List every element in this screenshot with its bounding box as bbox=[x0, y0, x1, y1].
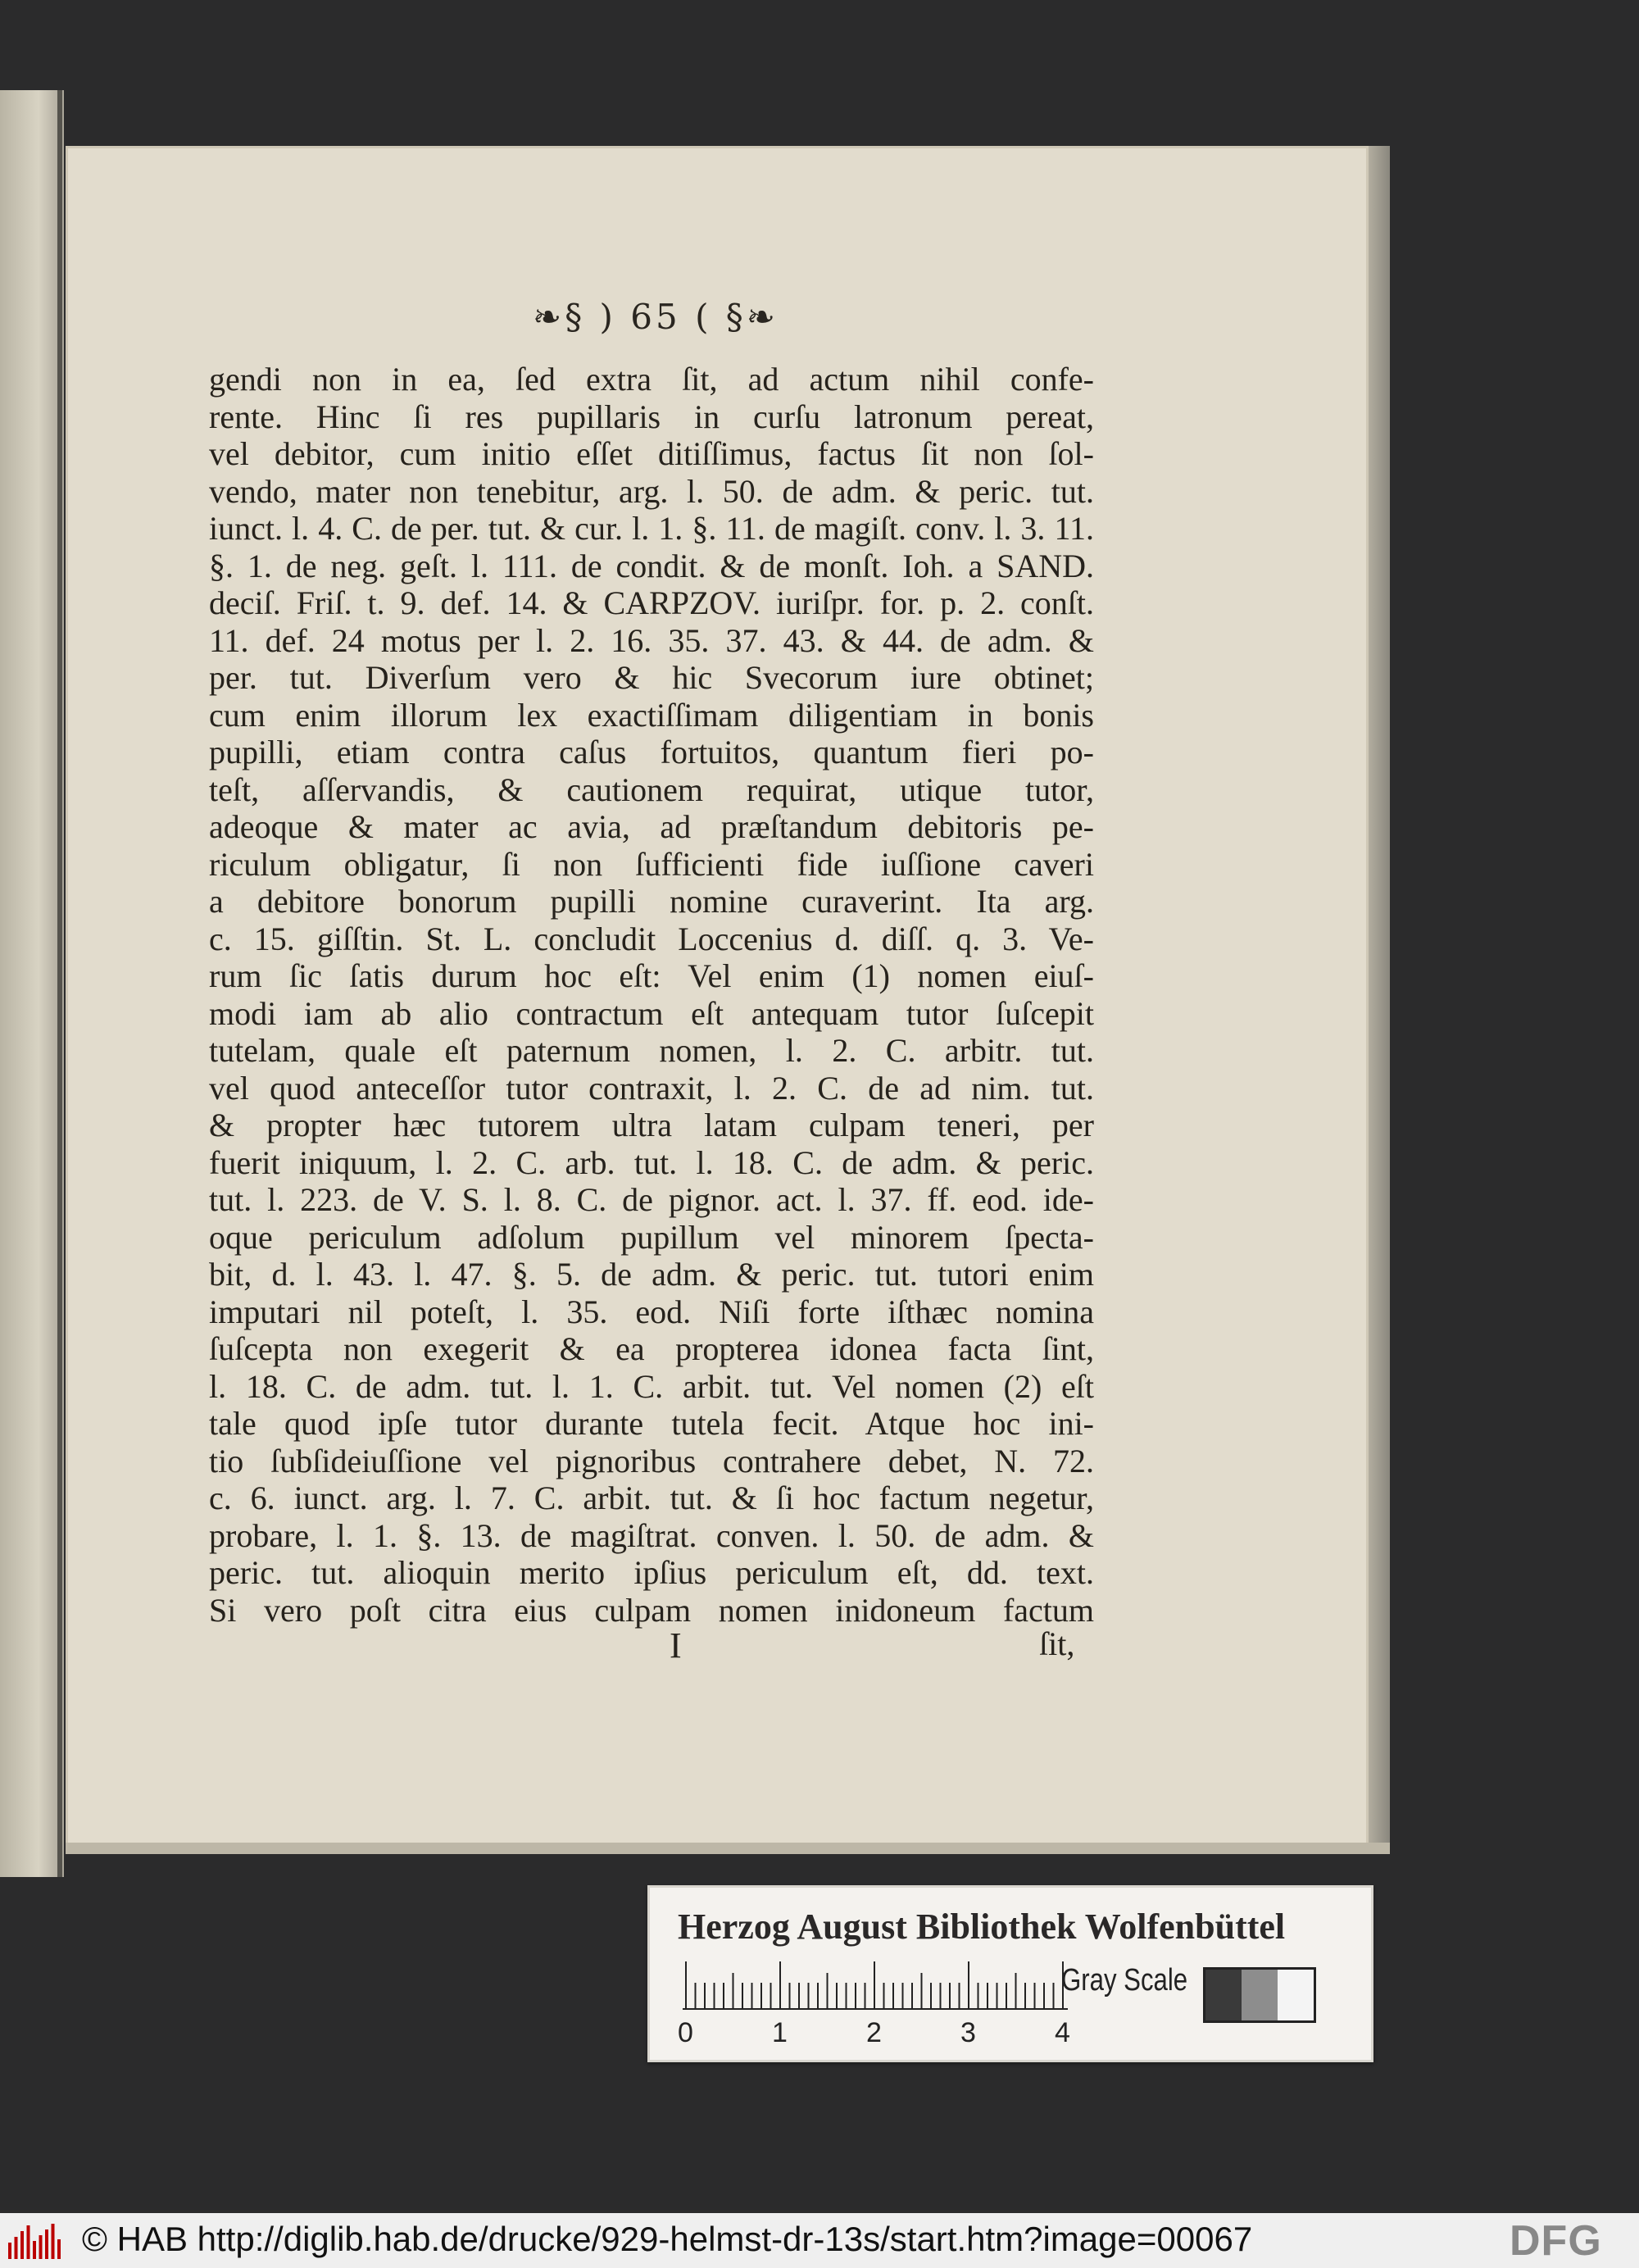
text-line: tio ſubſideiuſſione vel pignoribus contrahere debet, N. 72. bbox=[209, 1442, 1094, 1479]
text-line: bit, d. l. 43. l. 47. §. 5. de adm. & peric. tut. tutori enim bbox=[209, 1256, 1094, 1293]
text-line: rente. Hinc ſi res pupillaris in curſu latronum pereat, bbox=[209, 398, 1094, 435]
library-name: Herzog August Bibliothek Wolfenbüttel bbox=[678, 1907, 1286, 1947]
text-line: vendo, mater non tenebitur, arg. l. 50. de adm. & peric. tut. bbox=[209, 472, 1094, 510]
text-line: Si vero poſt citra eius culpam nomen inidoneum factum bbox=[209, 1591, 1094, 1629]
color-ruler-card bbox=[647, 1885, 1373, 2062]
ruler-numbers bbox=[678, 2017, 1076, 2050]
body-text bbox=[209, 361, 1094, 1629]
gray-scale-patches bbox=[1203, 1967, 1316, 2023]
text-line: per. tut. Diverſum vero & hic Svecorum iure obtinet; bbox=[209, 659, 1094, 696]
dfg-logo-icon: DFG bbox=[1510, 2217, 1602, 2265]
text-line: iunct. l. 4. C. de per. tut. & cur. l. 1. §. 11. de magiſt. conv. l. 3. 11. bbox=[209, 510, 1094, 547]
logo-bar bbox=[27, 2225, 30, 2259]
text-line: modi iam ab alio contractum eſt antequam tutor ſuſcepit bbox=[209, 994, 1094, 1032]
text-line: oque periculum adſolum pupillum vel minorem ſpecta- bbox=[209, 1218, 1094, 1256]
text-line: a debitore bonorum pupilli nomine curaverint. Ita arg. bbox=[209, 883, 1094, 920]
text-line: pupilli, etiam contra caſus fortuitos, quantum fieri po- bbox=[209, 734, 1094, 770]
ruler-number: 1 bbox=[772, 2017, 788, 2048]
text-line: l. 18. C. de adm. tut. l. 1. C. arbit. tut. Vel nomen (2) eſt bbox=[209, 1367, 1094, 1405]
ruler-number: 2 bbox=[866, 2017, 882, 2048]
text-line: probare, l. 1. §. 13. de magiſtrat. conven. l. 50. de adm. & bbox=[209, 1516, 1094, 1554]
page-gutter bbox=[57, 90, 62, 1877]
ruler-number: 4 bbox=[1055, 2017, 1070, 2048]
logo-bar bbox=[8, 2243, 11, 2259]
text-line: 11. def. 24 motus per l. 2. 16. 35. 37. 43. & 44. de adm. & bbox=[209, 621, 1094, 659]
text-line: tutelam, quale eſt paternum nomen, l. 2. C. arbitr. tut. bbox=[209, 1032, 1094, 1069]
text-line: §. 1. de neg. geſt. l. 111. de condit. & de monſt. Ioh. a SAND. bbox=[209, 547, 1094, 584]
text-line: tut. l. 223. de V. S. l. 8. C. de pignor. act. l. 37. ff. eod. ide- bbox=[209, 1181, 1094, 1218]
text-line: tale quod ipſe tutor durante tutela fecit. Atque hoc ini- bbox=[209, 1405, 1094, 1442]
logo-bar bbox=[57, 2239, 61, 2259]
page-right-edge bbox=[1369, 146, 1390, 1852]
footer-copyright-link[interactable]: © HAB http://diglib.hab.de/drucke/929-helmst-dr-13s/start.htm?image=00067 bbox=[82, 2220, 1253, 2258]
ruler-scale bbox=[683, 1961, 1076, 2011]
adjacent-page-edge bbox=[0, 90, 64, 1877]
logo-bar bbox=[33, 2241, 36, 2259]
page-bottom-edge bbox=[66, 1843, 1390, 1854]
running-head: ❧§ ) 65 ( §❧ bbox=[533, 297, 779, 337]
text-line: rum ſic ſatis durum hoc eſt: Vel enim (1) nomen eiuſ- bbox=[209, 957, 1094, 994]
text-line: riculum obligatur, ſi non ſufficienti fide iuſſione caveri bbox=[209, 845, 1094, 883]
logo-bar bbox=[45, 2229, 48, 2259]
logo-bar bbox=[20, 2231, 24, 2259]
text-line: gendi non in ea, ſed extra ſit, ad actum nihil confe- bbox=[209, 361, 1094, 398]
text-line: imputari nil poteſt, l. 35. eod. Niſi forte iſthæc nomina bbox=[209, 1293, 1094, 1330]
ruler-number: 0 bbox=[678, 2017, 693, 2048]
text-line: adeoque & mater ac avia, ad præſtandum debitoris pe- bbox=[209, 808, 1094, 845]
ruler-number: 3 bbox=[960, 2017, 976, 2048]
text-line: ſuſcepta non exegerit & ea propterea idonea facta ſint, bbox=[209, 1330, 1094, 1367]
gray-patch bbox=[1278, 1970, 1314, 2020]
text-line: cum enim illorum lex exactiſſimam diligentiam in bonis bbox=[209, 696, 1094, 734]
text-line: peric. tut. alioquin merito ipſius periculum eſt, dd. text. bbox=[209, 1554, 1094, 1591]
logo-bar bbox=[39, 2235, 43, 2259]
text-line: teſt, aſſervandis, & cautionem requirat, utique tutor, bbox=[209, 770, 1094, 808]
signature-mark: I bbox=[670, 1625, 682, 1666]
text-line: & propter hæc tutorem ultra latam culpam teneri, per bbox=[209, 1107, 1094, 1143]
text-line: c. 6. iunct. arg. l. 7. C. arbit. tut. & ſi hoc factum negetur, bbox=[209, 1479, 1094, 1516]
text-line: vel debitor, cum initio eſſet ditiſſimus, factus ſit non ſol- bbox=[209, 435, 1094, 472]
gray-scale-label: Gray Scale bbox=[1061, 1963, 1188, 1998]
gray-patch bbox=[1205, 1970, 1242, 2020]
text-line: deciſ. Friſ. t. 9. def. 14. & CARPZOV. iuriſpr. for. p. 2. conſt. bbox=[209, 584, 1094, 621]
gray-patch bbox=[1242, 1970, 1278, 2020]
text-line: fuerit iniquum, l. 2. C. arb. tut. l. 18. C. de adm. & peric. bbox=[209, 1143, 1094, 1181]
logo-bar bbox=[52, 2224, 55, 2259]
text-line: c. 15. giſſtin. St. L. concludit Loccenius d. diſſ. q. 3. Ve- bbox=[209, 920, 1094, 957]
text-line: vel quod anteceſſor tutor contraxit, l. 2. C. de ad nim. tut. bbox=[209, 1069, 1094, 1107]
catchword: ſit, bbox=[1039, 1625, 1075, 1662]
hab-logo-icon bbox=[7, 2220, 64, 2259]
footer-bar bbox=[0, 2213, 1639, 2268]
logo-bar bbox=[15, 2237, 18, 2259]
